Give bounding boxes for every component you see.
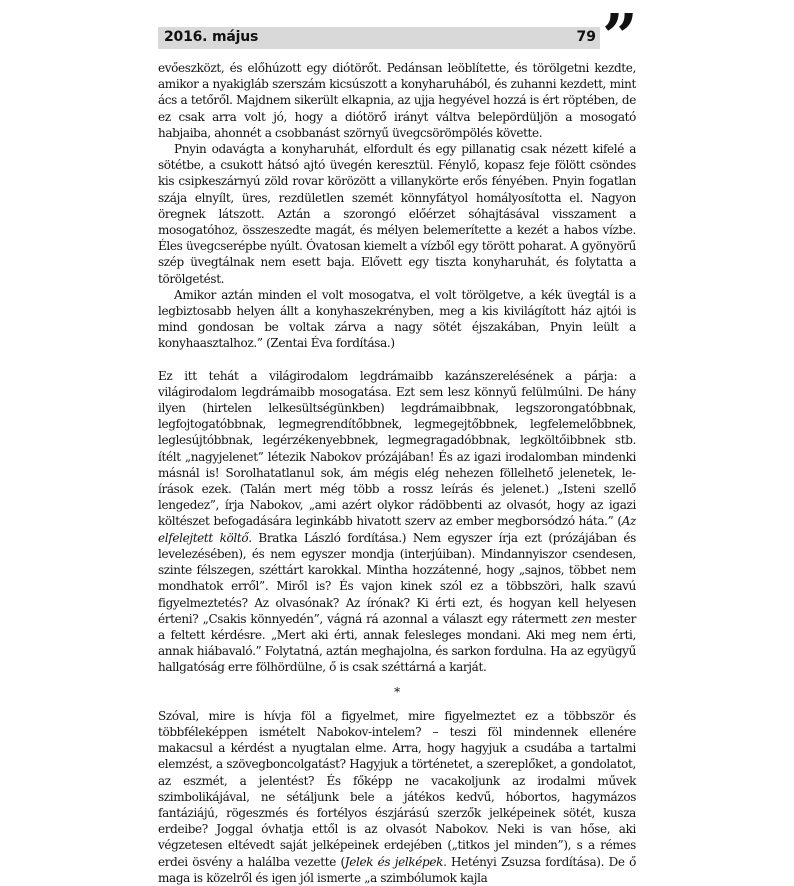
text-run: mester a feltett kérdésre. „Mert aki érti, annak felesleges mondani. Aki meg nem érti, annak hiábavaló.” Folytatná, aztán meghajolna, és sarkon fordulna. Ha az együgyű hallgatóság erre fölhördülne, ő is csak széttárná a karját. xyxy=(158,611,636,675)
paragraph xyxy=(158,287,636,352)
text-run: Amikor aztán minden el volt mosogatva, el volt törölgetve, a kék üvegtál is a legbiztosabb helyen állt a konyhaszekrényben, meg a kis kivilágított ház ajtói is mind gondosan be voltak zárva a nagy sötét éjszakában, Pnyin leült a konyhaasztalhoz.” (Zentai Éva fordítása.) xyxy=(158,287,636,351)
text-run: . Hetényi Zsuzsa fordítása). De ő maga is közelről és igen jól ismerte „a szimbólumok kajla xyxy=(158,854,637,885)
running-header xyxy=(158,27,600,49)
text-run: . Bratka László fordítása.) Nem egyszer írja ezt (prózájában és levelezésében), és nem egyszer mondja (interjúiban). Mindannyiszor csendesen, szinte félszegen, széttárt karokkal. Mintha hozzátenné, hogy „sajnos, többet nem mondhatok erről”. Miről is? És vajon kinek szól ez a többszöri, halk szavú figyelmeztetés? Az olvasónak? Az írónak? Ki érti ezt, és hogyan kell helyesen érteni? „Csakis könnyedén”, vágná rá azonnal a választ egy rátermett xyxy=(158,530,636,626)
italic-title: Jelek és jelképek xyxy=(344,854,444,869)
text-run: evőeszközt, és előhúzott egy diótörőt. Pedánsan leöblítette, és törölgetni kezdte, amikor a nyakigláb szerszám kicsúszott a konyharuhából, és zuhanni kezdett, mint ács a tetőről. Majdnem sikerült elkapnia, az ujja hegyével hozzá is ért röptében, de ez csak arra volt jó, hogy a diótörő irányt váltva belepördüljön a mosogató habjaiba, ahonnét a csobbanást szörnyű üvegcsörömpölés követte. xyxy=(158,61,636,140)
quotation-mark-logo: ” xyxy=(602,0,632,73)
paragraph xyxy=(158,60,636,141)
text-run: Ez itt tehát a világirodalom legdrámaibb kazánszerelésének a párja: a világirodalom legdrámaibb mosogatása. Ezt sem lesz könnyű felülmúlni. De hány ilyen (hirtelen lelkesültségünkben) legdrámaibbnak, legszorongatóbbnak, legfojtogatóbbnak, legmegrendítőbbnek, legmegejtőbbnek, legfelemelőbbnek, leglesújtóbbnak, legérzékenyebbnek, legmegragadóbbnak, legköltőibbnek stb. ítélt „nagyjelenet” létezik Nabokov prózájában! És az igazi irodalomban mindenki másnál is! Sorolhatatlanul sok, ám mégis elég nehezen föllelhető jelenetek, leírások ezek. (Talán mert még több a rossz leírás és jelenet.) „Isteni szellő lengedez”, írja Nabokov, „ami azért olykor rádöbbenti az olvasót, hogy az igazi költészet befogadására leginkább hivatott szerv az ember megborsódzó háta.” ( xyxy=(158,368,636,529)
text-run: Szóval, mire is hívja föl a figyelmet, mire figyelmeztet ez a többször és többféleképpen ismételt Nabokov-intelem? – teszi föl mindennek ellenére makacsul a kérdést a nyugtalan elme. Arra, hogy hagyjuk a csudába a tartalmi elemzést, a szövegboncolgatást? Hagyjuk a történetet, a szereplőket, a gondolatot, az eszmét, a jelentést? És főképp ne vacakoljunk az irodalmi művek szimbolikájával, ne sétáljunk bele a játékos kedvű, hóbortos, hagymázos fantáziájú, rögeszmés és fortélyos észjárású szerzők jelképeinek sötét, kusza erdeibe? Joggal óvhatja ettől is az olvasót Nabokov. Neki is van hőse, aki végzetesen eltévedt saját jelképeinek erdejében („titkos jel minden”), s a rémes erdei ösvény a halálba vezette ( xyxy=(158,708,636,869)
italic-title: Az elfelejtett költő xyxy=(158,514,636,545)
issue-date: 2016. május xyxy=(164,29,259,45)
paragraph xyxy=(158,141,636,287)
section-divider xyxy=(158,684,636,700)
text-run: Pnyin odavágta a konyharuhát, elfordult és egy pillanatig csak nézett kifelé a sötétbe, a csukott hátsó ajtó üvegén keresztül. Fénylő, kopasz feje fölött csöndes kis csipkeszárnyú zöld rovar körözött a villanykörte erős fényében. Pnyin fogatlan szája elnyílt, üres, rezdületlen szemét könnyfátyol homályosította el. Nagyon öregnek látszott. Aztán a szorongó előérzet sóhajtásával visszament a mosogatóhoz, összeszedte magát, és mélyen belemerítette a kezét a habos vízbe. Éles üvegcserépbe nyúlt. Óvatosan kiemelt a vízből egy törött poharat. A gyönyörű szép üvegtálnak nem esett baja. Elővett egy tiszta konyharuhát, és folytatta a törölgetést. xyxy=(158,142,636,286)
paragraph xyxy=(158,708,636,886)
paragraph xyxy=(158,368,636,676)
italic-title: zen xyxy=(571,611,592,626)
article-body xyxy=(158,60,636,886)
page-number: 79 xyxy=(576,29,596,45)
text-run: * xyxy=(394,684,400,699)
